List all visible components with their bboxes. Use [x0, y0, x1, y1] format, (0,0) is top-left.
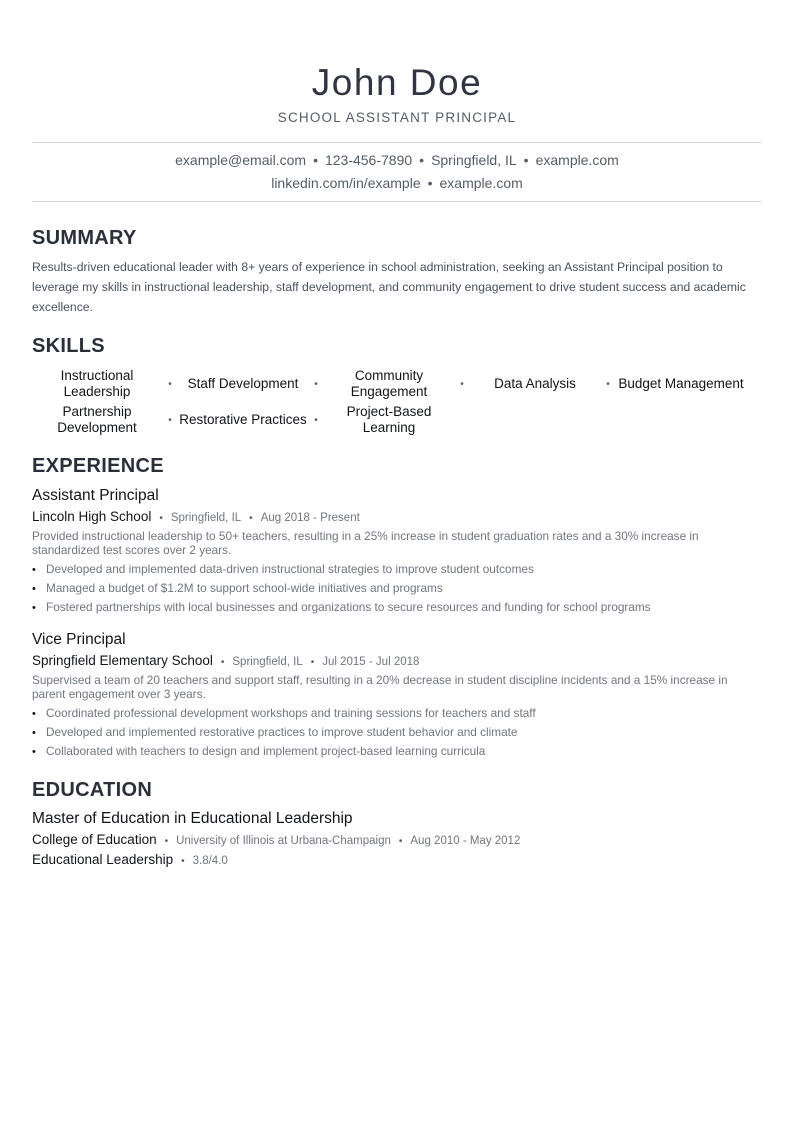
list-item: • Fostered partnerships with local businesses and organizations to secure resources and funding for school programs	[32, 600, 651, 614]
candidate-title: SCHOOL ASSISTANT PRINCIPAL	[277, 110, 517, 125]
list-item: • Developed and implemented data-driven instructional strategies to improve student outcomes	[32, 562, 534, 576]
contact-row-1: example@email.com • 123-456-7890 • Springfield, IL • example.com	[175, 152, 619, 168]
skill-item: Staff Development	[187, 376, 299, 391]
job-title: Assistant Principal	[32, 487, 159, 504]
contact-website-2[interactable]: example.com	[439, 175, 523, 191]
list-item: • Managed a budget of $1.2M to support school-wide initiatives and programs	[32, 581, 443, 595]
job-meta: Lincoln High School • Springfield, IL • Aug 2018 - Present	[32, 509, 360, 524]
skills-list	[32, 366, 762, 438]
skill-item: Instructional Leadership	[60, 368, 134, 399]
edu-field-row: Educational Leadership • 3.8/4.0	[32, 852, 228, 867]
contact-website[interactable]: example.com	[535, 152, 619, 168]
edu-school: College of Education	[32, 832, 157, 847]
skills-row-1: Instructional Leadership • Staff Development • Community Engagement • Data Analysis • Budget Management	[32, 366, 762, 402]
list-item: • Collaborated with teachers to design and implement project-based learning curricula	[32, 744, 486, 758]
list-item: • Coordinated professional development workshops and training sessions for teachers and staff	[32, 706, 536, 720]
header-divider-top	[32, 142, 762, 143]
skill-item: Data Analysis	[494, 376, 576, 391]
job-dates: Jul 2015 - Jul 2018	[322, 656, 420, 668]
job-entry	[32, 485, 762, 617]
job-location: Springfield, IL	[232, 656, 303, 668]
job-entry	[32, 629, 762, 761]
skills-heading: SKILLS	[32, 335, 105, 357]
contact-row-2: linkedin.com/in/example • example.com	[271, 175, 523, 191]
summary-heading: SUMMARY	[32, 227, 137, 249]
skill-item: Community Engagement	[350, 368, 428, 399]
experience-heading: EXPERIENCE	[32, 455, 164, 477]
edu-field: Educational Leadership	[32, 852, 174, 867]
job-bullets	[32, 704, 762, 761]
edu-degree: Master of Education in Educational Leadership	[32, 810, 353, 827]
education-entry	[32, 808, 762, 870]
edu-university: University of Illinois at Urbana-Champaign	[176, 835, 391, 847]
contact-phone[interactable]: 123-456-7890	[324, 152, 413, 168]
skill-item: Project-Based Learning	[346, 404, 432, 435]
job-employer: Lincoln High School	[32, 509, 152, 524]
list-item: • Developed and implemented restorative practices to improve student behavior and climate	[32, 725, 518, 739]
edu-meta: College of Education • University of Illinois at Urbana-Champaign • Aug 2010 - May 2012	[32, 832, 521, 847]
contact-location: Springfield, IL	[431, 152, 517, 168]
job-description: Supervised a team of 20 teachers and support staff, resulting in a 20% decrease in student discipline incidents and a 15% increase in parent engagement over 3 years.	[32, 673, 728, 701]
job-description: Provided instructional leadership to 50+ teachers, resulting in a 25% increase in student graduation rates and a 30% increase in standardized test scores over 2 years.	[32, 529, 699, 557]
skills-row-2: Partnership Development • Restorative Practices • Project-Based Learning	[32, 402, 762, 438]
summary-text: Results-driven educational leader with 8+ years of experience in school administration, seeking an Assistant Principal position to leverage my skills in instructional leadership, staff development, and community engagement to drive student success and academic excellence.	[32, 260, 746, 314]
job-meta: Springfield Elementary School • Springfield, IL • Jul 2015 - Jul 2018	[32, 653, 420, 668]
education-heading: EDUCATION	[32, 779, 153, 801]
job-dates: Aug 2018 - Present	[260, 512, 360, 524]
edu-dates: Aug 2010 - May 2012	[410, 835, 521, 847]
job-bullets	[32, 560, 762, 617]
skill-item: Restorative Practices	[179, 412, 307, 427]
contact-linkedin[interactable]: linkedin.com/in/example	[271, 175, 421, 191]
skill-item: Budget Management	[618, 376, 744, 391]
contact-email[interactable]: example@email.com	[175, 152, 307, 168]
edu-gpa: 3.8/4.0	[192, 855, 228, 867]
header-divider-bottom	[32, 201, 762, 202]
job-location: Springfield, IL	[170, 512, 242, 524]
job-title: Vice Principal	[32, 631, 126, 648]
candidate-name: John Doe	[311, 62, 483, 103]
job-employer: Springfield Elementary School	[32, 653, 213, 668]
skill-item: Partnership Development	[57, 404, 137, 435]
